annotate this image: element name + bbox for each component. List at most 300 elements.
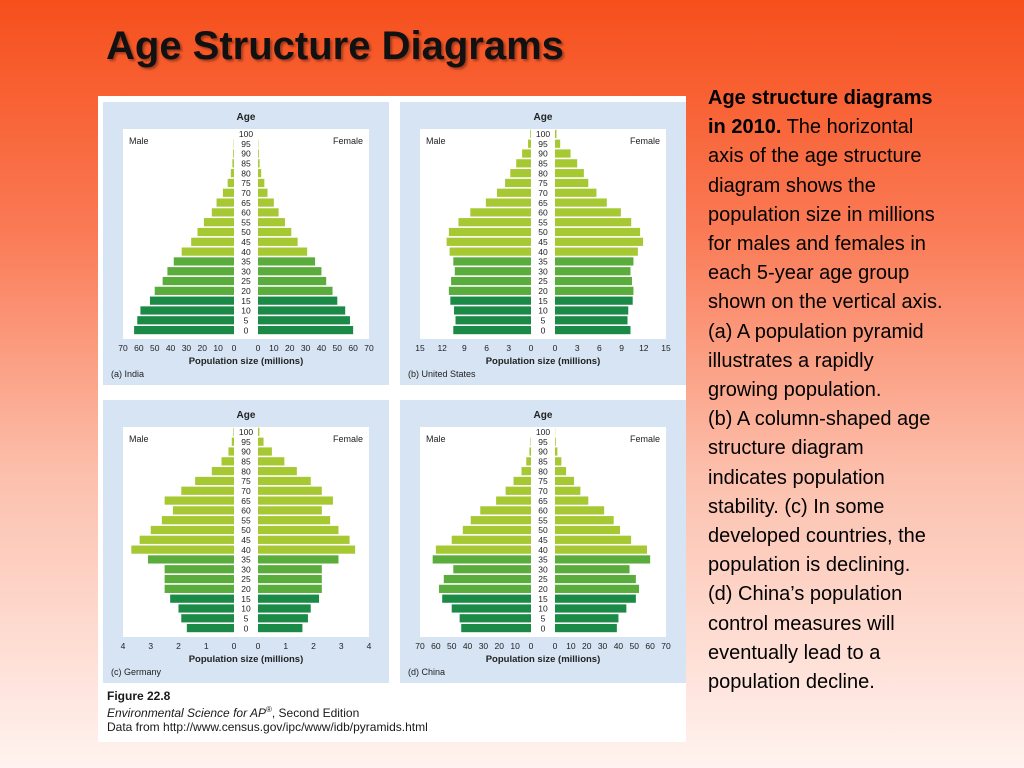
- male-bar: [497, 189, 531, 197]
- female-bar: [555, 555, 650, 563]
- male-bar: [460, 614, 531, 622]
- x-tick-label-left: 9: [462, 343, 467, 353]
- female-bar: [258, 238, 298, 246]
- female-bar: [555, 130, 556, 138]
- male-bar: [444, 575, 531, 583]
- female-bar: [258, 595, 319, 603]
- male-bar: [165, 585, 234, 593]
- age-group-label: 20: [241, 584, 251, 595]
- book-citation: [107, 703, 677, 720]
- x-tick-label-left: 0: [231, 343, 237, 353]
- female-bar: [555, 624, 617, 632]
- female-bar: [258, 208, 279, 216]
- x-tick-label-left: 2: [176, 641, 181, 651]
- male-bar: [223, 189, 234, 197]
- x-tick-label-right: 70: [661, 641, 671, 651]
- age-group-label: 40: [538, 544, 548, 555]
- female-bar: [555, 546, 647, 554]
- description-line: structure diagram: [708, 437, 864, 460]
- male-bar: [453, 565, 531, 573]
- age-group-label: 60: [241, 505, 251, 516]
- male-bar: [228, 447, 234, 455]
- male-bar: [522, 149, 531, 157]
- age-group-label: 10: [241, 305, 251, 316]
- panel-label: (a) India: [111, 369, 145, 379]
- age-group-label: 10: [241, 603, 251, 614]
- female-bar: [258, 297, 337, 305]
- age-group-label: 40: [241, 544, 251, 555]
- x-tick-label-right: 2: [311, 641, 316, 651]
- description-line: [708, 113, 1008, 142]
- male-bar: [131, 546, 234, 554]
- description-text: [708, 84, 1008, 697]
- female-bar: [258, 179, 264, 187]
- age-group-label: 5: [243, 315, 249, 326]
- age-group-label: 75: [538, 178, 548, 189]
- age-group-label: 35: [538, 256, 548, 267]
- age-group-label: 45: [241, 237, 251, 248]
- x-tick-label-right: 50: [629, 641, 640, 651]
- age-group-label: 95: [538, 436, 548, 447]
- female-bar: [258, 487, 322, 495]
- male-bar: [447, 238, 531, 246]
- female-bar: [555, 536, 631, 544]
- age-group-label: 80: [241, 168, 251, 179]
- male-bar: [195, 477, 234, 485]
- age-group-label: 100: [238, 427, 254, 438]
- age-group-label: 5: [540, 315, 546, 326]
- male-bar: [212, 467, 234, 475]
- age-group-label: 55: [538, 515, 548, 526]
- male-bar: [198, 228, 234, 236]
- age-group-label: 85: [241, 456, 251, 467]
- female-bar: [258, 326, 353, 334]
- female-bar: [555, 575, 636, 583]
- male-bar: [453, 326, 531, 334]
- male-bar: [162, 516, 234, 524]
- x-tick-label-right: 60: [348, 343, 358, 353]
- female-bar: [258, 614, 308, 622]
- slide-title: Age Structure Diagrams: [106, 24, 564, 68]
- age-group-label: 0: [540, 325, 546, 336]
- male-bar: [529, 447, 531, 455]
- x-tick-label-right: 1: [283, 641, 289, 651]
- description-line: population is declining.: [708, 554, 911, 577]
- female-bar: [555, 287, 633, 295]
- male-bar: [450, 297, 531, 305]
- male-bar: [514, 477, 531, 485]
- age-group-label: 25: [241, 276, 251, 287]
- female-bar: [555, 506, 604, 514]
- female-bar: [555, 140, 560, 148]
- x-tick-label-left: 20: [494, 641, 505, 651]
- age-group-label: 35: [241, 554, 251, 565]
- male-bar: [233, 428, 234, 436]
- female-bar: [555, 585, 639, 593]
- x-tick-label-right: 6: [597, 343, 602, 353]
- female-bar: [258, 506, 322, 514]
- age-group-label: 5: [243, 613, 249, 624]
- female-bar: [258, 536, 350, 544]
- male-bar: [204, 218, 234, 226]
- female-bar: [258, 496, 333, 504]
- x-tick-label-right: 50: [332, 343, 343, 353]
- male-bar: [486, 198, 531, 206]
- age-group-label: 90: [538, 148, 548, 159]
- description-line: each 5-year age group: [708, 262, 910, 285]
- male-bar: [140, 306, 234, 314]
- male-bar: [449, 228, 531, 236]
- age-group-label: 20: [538, 286, 548, 297]
- age-group-label: 85: [538, 158, 548, 169]
- age-group-label: 65: [241, 495, 251, 506]
- male-bar: [471, 516, 531, 524]
- female-bar: [258, 546, 355, 554]
- age-group-label: 90: [538, 446, 548, 457]
- female-bar: [258, 477, 311, 485]
- age-group-label: 85: [538, 456, 548, 467]
- female-bar: [555, 159, 577, 167]
- female-bar: [258, 306, 345, 314]
- x-tick-label-left: 3: [506, 343, 512, 353]
- x-tick-label-right: 10: [566, 641, 576, 651]
- description-line: growing population.: [708, 379, 882, 402]
- female-bar: [258, 149, 259, 157]
- age-group-label: 35: [241, 256, 251, 267]
- book-edition: , Second Edition: [271, 706, 360, 720]
- x-axis-title: Population size (millions): [485, 356, 601, 367]
- male-bar: [163, 277, 234, 285]
- description-line: stability. (c) In some: [708, 495, 885, 518]
- female-bar: [555, 447, 557, 455]
- age-group-label: 0: [540, 623, 546, 634]
- male-bar: [151, 526, 234, 534]
- female-bar: [555, 467, 566, 475]
- age-group-label: 15: [241, 295, 251, 306]
- male-bar: [470, 208, 531, 216]
- x-tick-label-left: 12: [437, 343, 447, 353]
- age-axis-title: Age: [533, 410, 553, 421]
- female-bar: [555, 477, 574, 485]
- female-bar: [555, 218, 631, 226]
- x-tick-label-left: 70: [118, 343, 128, 353]
- description-line: eventually lead to a: [708, 641, 881, 664]
- age-group-label: 0: [243, 623, 249, 634]
- description-line: (b) A column-shaped age: [708, 408, 931, 431]
- x-tick-label-right: 0: [255, 641, 261, 651]
- registered-mark: ®: [265, 705, 272, 714]
- female-bar: [258, 169, 261, 177]
- female-bar: [555, 297, 633, 305]
- figure-panel: [98, 96, 686, 742]
- female-bar: [555, 228, 640, 236]
- female-bar: [258, 526, 338, 534]
- male-bar: [181, 487, 234, 495]
- age-group-label: 25: [241, 574, 251, 585]
- female-label: Female: [332, 434, 363, 444]
- female-bar: [555, 316, 628, 324]
- x-tick-label-left: 3: [148, 641, 154, 651]
- female-label: Female: [629, 136, 660, 146]
- age-group-label: 40: [241, 246, 251, 257]
- description-line: (d) China’s population: [708, 583, 903, 606]
- age-group-label: 55: [241, 217, 251, 228]
- female-bar: [555, 248, 638, 256]
- male-bar: [232, 159, 234, 167]
- female-bar: [258, 604, 311, 612]
- x-tick-label-left: 50: [446, 641, 457, 651]
- description-line: developed countries, the: [708, 525, 926, 548]
- x-tick-label-right: 10: [269, 343, 279, 353]
- male-bar: [521, 467, 531, 475]
- age-group-label: 45: [241, 535, 251, 546]
- male-bar: [528, 140, 531, 148]
- description-line: control measures will: [708, 612, 895, 635]
- male-bar: [179, 604, 235, 612]
- age-group-label: 35: [538, 554, 548, 565]
- female-bar: [555, 149, 571, 157]
- age-structure-charts: [98, 96, 686, 688]
- male-bar: [458, 218, 531, 226]
- x-tick-label-right: 30: [597, 641, 608, 651]
- male-bar: [439, 585, 531, 593]
- description-line: (a) A population pyramid: [708, 320, 924, 343]
- male-bar: [442, 595, 531, 603]
- x-tick-label-right: 0: [255, 343, 261, 353]
- x-tick-label-right: 9: [619, 343, 624, 353]
- age-group-label: 100: [535, 129, 551, 140]
- x-tick-label-right: 4: [366, 641, 372, 651]
- female-bar: [555, 277, 632, 285]
- age-group-label: 50: [241, 525, 251, 536]
- age-group-label: 70: [538, 187, 548, 198]
- male-bar: [461, 624, 531, 632]
- female-bar: [258, 516, 330, 524]
- male-bar: [452, 604, 531, 612]
- male-bar: [212, 208, 234, 216]
- figure-number: Figure 22.8: [107, 689, 171, 703]
- female-bar: [555, 457, 561, 465]
- description-heading: Age structure diagrams: [708, 87, 933, 109]
- age-group-label: 75: [538, 476, 548, 487]
- female-bar: [555, 189, 596, 197]
- x-tick-label-left: 20: [197, 343, 208, 353]
- female-bar: [258, 428, 259, 436]
- pyramid-chart-germany: [103, 400, 389, 683]
- female-bar: [555, 326, 630, 334]
- age-group-label: 30: [538, 564, 548, 575]
- x-tick-label-left: 60: [431, 641, 441, 651]
- female-bar: [258, 267, 321, 275]
- description-line: indicates population: [708, 466, 885, 489]
- age-group-label: 55: [241, 515, 251, 526]
- female-bar: [258, 575, 322, 583]
- female-bar: [258, 457, 284, 465]
- x-tick-label-left: 0: [231, 641, 237, 651]
- age-group-label: 50: [538, 525, 548, 536]
- female-bar: [555, 208, 621, 216]
- description-line: diagram shows the: [708, 174, 876, 197]
- x-tick-label-right: 0: [552, 343, 558, 353]
- age-group-label: 60: [241, 207, 251, 218]
- female-bar: [555, 516, 614, 524]
- female-bar: [258, 565, 322, 573]
- female-bar: [258, 189, 268, 197]
- male-label: Male: [129, 136, 149, 146]
- age-group-label: 65: [538, 197, 548, 208]
- age-group-label: 80: [241, 466, 251, 477]
- age-group-label: 20: [538, 584, 548, 595]
- age-axis-title: Age: [236, 410, 256, 421]
- x-tick-label-left: 15: [415, 343, 425, 353]
- x-tick-label-left: 6: [484, 343, 489, 353]
- x-tick-label-left: 50: [149, 343, 160, 353]
- male-bar: [453, 257, 531, 265]
- age-group-label: 75: [241, 178, 251, 189]
- male-bar: [165, 575, 234, 583]
- female-bar: [555, 179, 588, 187]
- age-group-label: 30: [241, 564, 251, 575]
- age-group-label: 100: [238, 129, 254, 140]
- male-bar: [450, 248, 531, 256]
- age-group-label: 80: [538, 466, 548, 477]
- male-bar: [232, 438, 234, 446]
- male-label: Male: [129, 434, 149, 444]
- male-bar: [510, 169, 531, 177]
- age-group-label: 25: [538, 276, 548, 287]
- female-bar: [258, 159, 260, 167]
- female-bar: [258, 218, 285, 226]
- male-bar: [187, 624, 234, 632]
- x-tick-label-right: 70: [364, 343, 374, 353]
- x-tick-label-left: 0: [528, 641, 534, 651]
- x-tick-label-left: 1: [203, 641, 209, 651]
- female-bar: [555, 595, 636, 603]
- description-line: axis of the age structure: [708, 145, 922, 168]
- male-bar: [140, 536, 234, 544]
- age-group-label: 20: [241, 286, 251, 297]
- x-tick-label-left: 40: [462, 641, 473, 651]
- pyramid-chart-china: [400, 400, 686, 683]
- x-tick-label-left: 30: [478, 641, 489, 651]
- age-group-label: 15: [538, 593, 548, 604]
- male-bar: [170, 595, 234, 603]
- age-group-label: 70: [241, 485, 251, 496]
- female-bar: [555, 565, 630, 573]
- male-bar: [456, 316, 531, 324]
- age-group-label: 85: [241, 158, 251, 169]
- male-label: Male: [426, 136, 446, 146]
- x-axis-title: Population size (millions): [188, 356, 304, 367]
- age-group-label: 40: [538, 246, 548, 257]
- male-bar: [231, 169, 234, 177]
- age-group-label: 15: [538, 295, 548, 306]
- description-line: for males and females in: [708, 233, 926, 256]
- age-group-label: 95: [241, 138, 251, 149]
- age-group-label: 90: [241, 148, 251, 159]
- female-bar: [258, 624, 302, 632]
- x-tick-label-left: 10: [510, 641, 520, 651]
- description-text-span: The horizontal: [781, 116, 914, 139]
- age-group-label: 100: [535, 427, 551, 438]
- female-bar: [555, 496, 588, 504]
- age-axis-title: Age: [236, 112, 256, 123]
- x-tick-label-right: 20: [581, 641, 592, 651]
- male-bar: [182, 248, 234, 256]
- female-bar: [555, 238, 643, 246]
- x-tick-label-right: 3: [338, 641, 344, 651]
- x-tick-label-right: 3: [574, 343, 580, 353]
- age-group-label: 50: [241, 227, 251, 238]
- panel-label: (b) United States: [408, 369, 476, 379]
- x-tick-label-left: 30: [181, 343, 192, 353]
- female-bar: [555, 487, 580, 495]
- female-bar: [258, 316, 350, 324]
- female-bar: [555, 267, 630, 275]
- male-bar: [165, 565, 234, 573]
- female-bar: [258, 447, 272, 455]
- age-axis-title: Age: [533, 112, 553, 123]
- figure-caption: [107, 689, 677, 734]
- male-bar: [233, 149, 234, 157]
- female-bar: [555, 438, 556, 446]
- description-heading: in 2010.: [708, 116, 782, 139]
- age-group-label: 60: [538, 505, 548, 516]
- age-group-label: 10: [538, 603, 548, 614]
- age-group-label: 0: [243, 325, 249, 336]
- x-tick-label-right: 40: [613, 641, 624, 651]
- age-group-label: 30: [241, 266, 251, 277]
- male-bar: [137, 316, 234, 324]
- x-axis-title: Population size (millions): [485, 654, 601, 665]
- male-bar: [480, 506, 531, 514]
- age-group-label: 80: [538, 168, 548, 179]
- female-bar: [258, 438, 264, 446]
- male-bar: [496, 496, 531, 504]
- female-bar: [555, 169, 584, 177]
- male-bar: [463, 526, 531, 534]
- female-bar: [258, 467, 297, 475]
- male-bar: [181, 614, 234, 622]
- male-bar: [506, 487, 531, 495]
- age-group-label: 90: [241, 446, 251, 457]
- pyramid-chart-india: [103, 102, 389, 385]
- x-tick-label-right: 60: [645, 641, 655, 651]
- x-tick-label-left: 4: [120, 641, 126, 651]
- male-bar: [167, 267, 234, 275]
- female-bar: [555, 614, 618, 622]
- female-bar: [258, 198, 274, 206]
- age-group-label: 45: [538, 535, 548, 546]
- pyramid-chart-united-states: [400, 102, 686, 385]
- age-group-label: 55: [538, 217, 548, 228]
- description-line: illustrates a rapidly: [708, 349, 874, 372]
- male-bar: [134, 326, 234, 334]
- male-bar: [516, 159, 531, 167]
- x-axis-title: Population size (millions): [188, 654, 304, 665]
- female-bar: [258, 228, 291, 236]
- x-tick-label-right: 40: [316, 343, 327, 353]
- female-bar: [555, 257, 633, 265]
- female-bar: [258, 277, 326, 285]
- male-bar: [452, 536, 531, 544]
- x-tick-label-right: 15: [661, 343, 671, 353]
- age-group-label: 10: [538, 305, 548, 316]
- female-bar: [555, 306, 628, 314]
- male-bar: [150, 297, 234, 305]
- panel-label: (d) China: [408, 667, 446, 677]
- x-tick-label-left: 10: [213, 343, 223, 353]
